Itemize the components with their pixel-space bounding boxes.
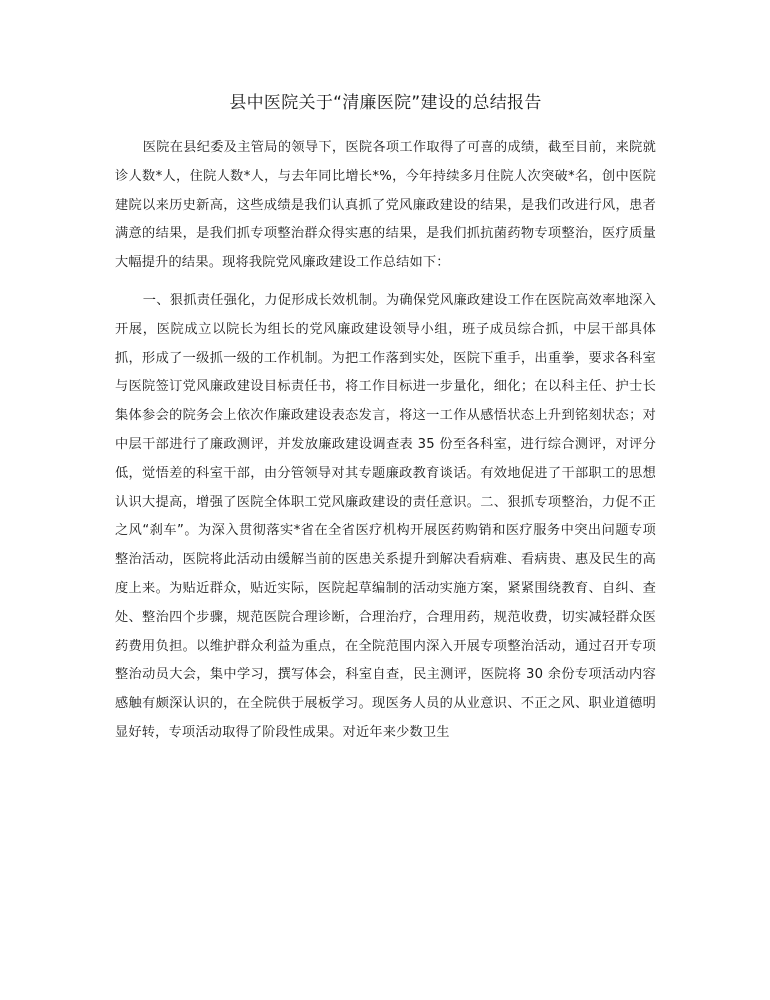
- document-title: 县中医院关于“清廉医院”建设的总结报告: [229, 93, 542, 113]
- document-body: [115, 134, 656, 757]
- paragraph-intro: 医院在县纪委及主管局的领导下，医院各项工作取得了可喜的成绩，截至目前，来院就诊人数*人，住院人数*人，与去年同比增长*%，今年持续多月住院人次突破*名，创中医院建院以来历史新高，这些成绩是我们认真抓了党风廉政建设的结果，是我们改进行风，患者满意的结果，是我们抓专项整治群众得实惠的结果，是我们抓抗菌药物专项整治，医疗质量大幅提升的结果。现将我院党风廉政建设工作总结如下：: [115, 140, 656, 271]
- paragraph-section-1: 一、狠抓责任强化，力促形成长效机制。为确保党风廉政建设工作在医院高效率地深入开展，医院成立以院长为组长的党风廉政建设领导小组，班子成员综合抓，中层干部具体抓，形成了一级抓一级的工作机制。为把工作落到实处，医院下重手，出重拳，要求各科室与医院签订党风廉政建设目标责任书，将工作目标进一步量化，细化；在以科主任、护士长集体参会的院务会上依次作廉政建设表态发言，将这一工作从感悟状态上升到铭刻状态；对中层干部进行了廉政测评，并发放廉政建设调查表 35 份至各科室，进行综合测评，对评分低，觉悟差的科室干部，由分管领导对其专题廉政教育谈话。有效地促进了干部职工的思想认识大提高，增强了医院全体职工党风廉政建设的责任意识。二、狠抓专项整治，力促不正之风“刹车”。为深入贯彻落实*省在全省医疗机构开展医药购销和医疗服务中突出问题专项整治活动，医院将此活动由缓解当前的医患关系提升到解决看病难、看病贵、惠及民生的高度上来。为贴近群众，贴近实际，医院起草编制的活动实施方案，紧紧围绕教育、自纠、查处、整治四个步骤，规范医院合理诊断，合理治疗，合理用药，规范收费，切实减轻群众医药费用负担。以维护群众利益为重点，在全院范围内深入开展专项整治活动，通过召开专项整治动员大会，集中学习，撰写体会，科室自查，民主测评，医院将 30 余份专项活动内容感触有颇深认识的，在全院供于展板学习。现医务人员的从业意识、不正之风、职业道德明显好转，专项活动取得了阶段性成果。对近年来少数卫生: [115, 292, 656, 740]
